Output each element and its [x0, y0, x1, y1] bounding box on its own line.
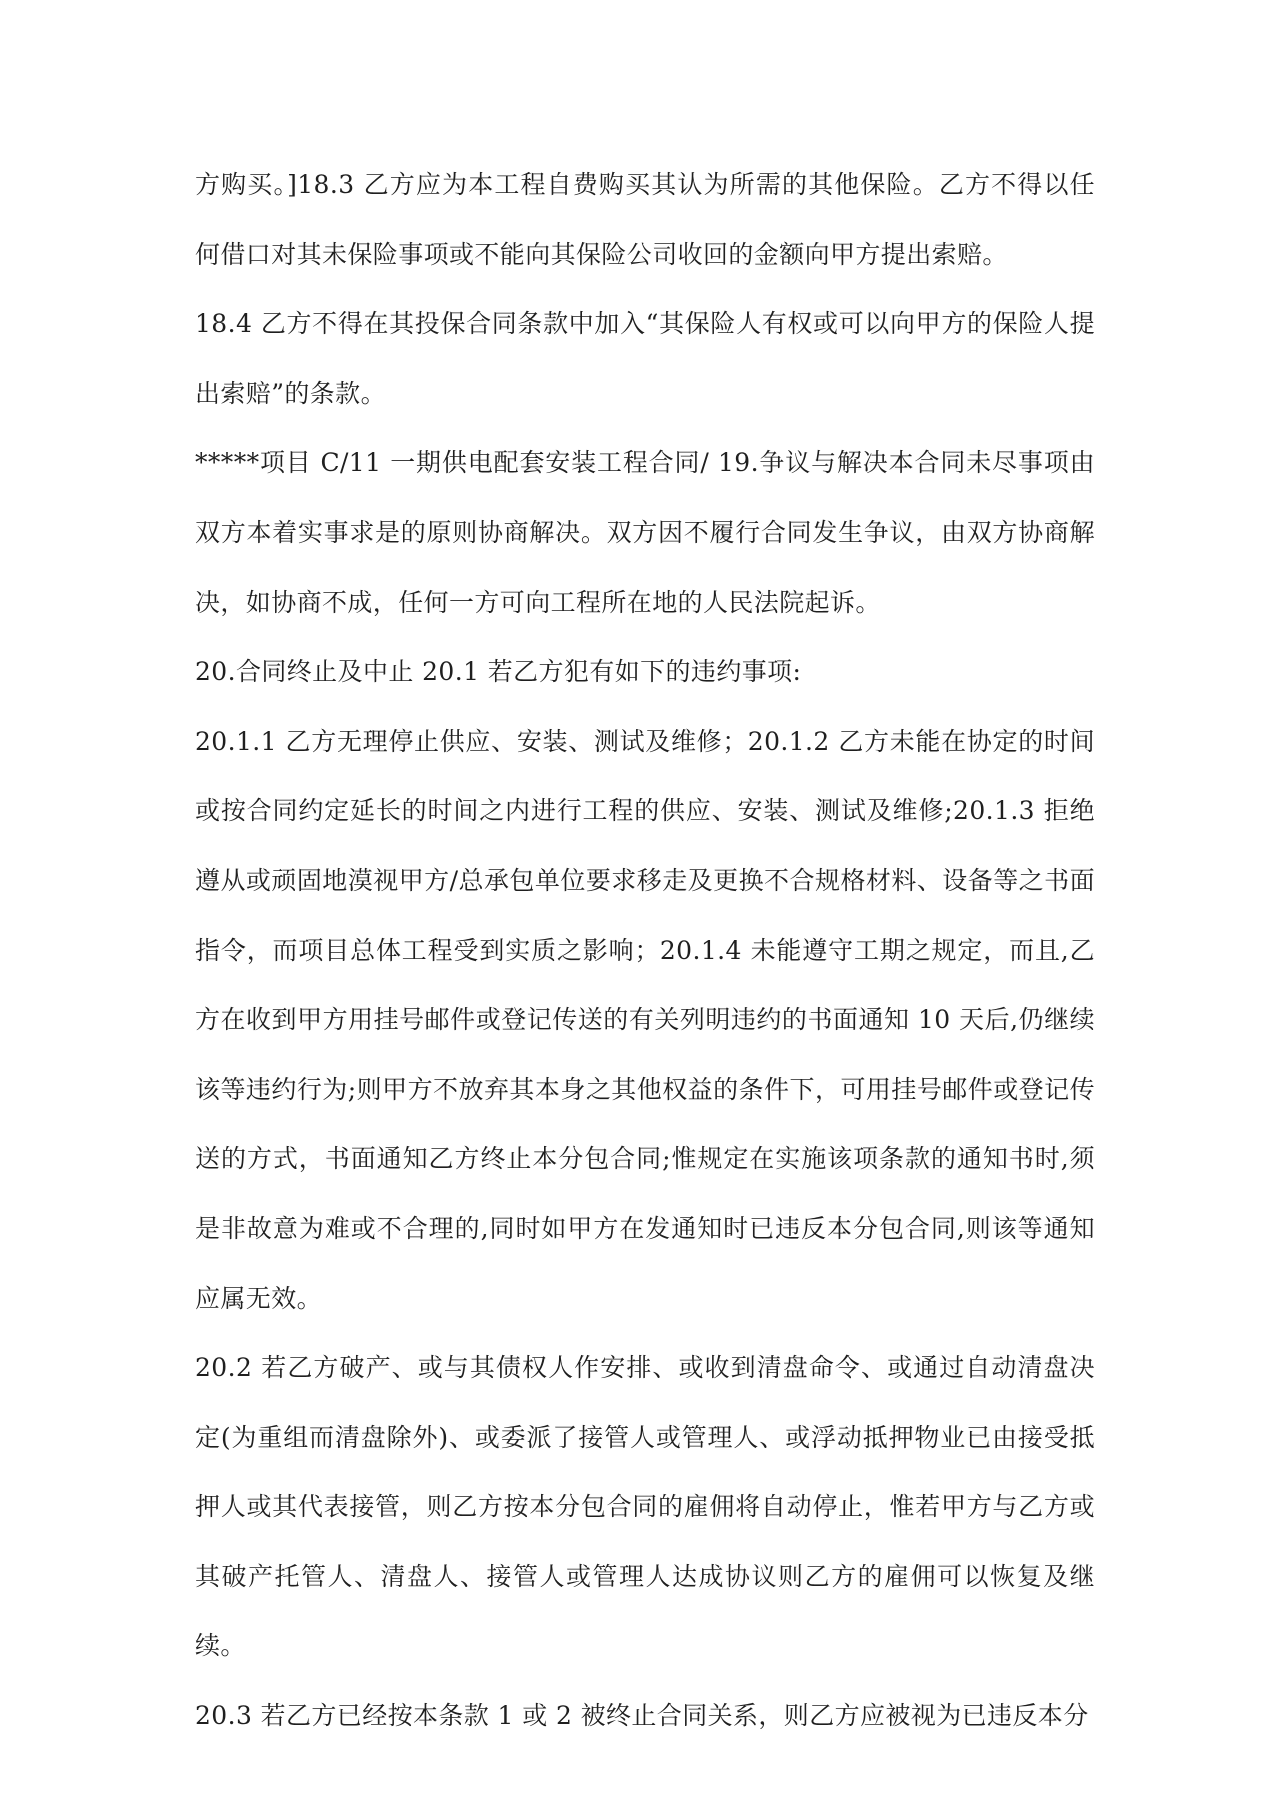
paragraph-20-3: 20.3 若乙方已经按本条款 1 或 2 被终止合同关系，则乙方应被视为已违反本分	[195, 1701, 1089, 1731]
paragraph-20-1-items: 20.1.1 乙方无理停止供应、安装、测试及维修；20.1.2 乙方未能在协定的时间或按合同约定延长的时间之内进行工程的供应、安装、测试及维修;20.1.3 拒绝遵从或顽固地漠视甲方/总承包单位要求移走及更换不合规格材料、设备等之书面指令，而项目总体工程受到实质之影响；20.1.4 未能遵守工期之规定，而且,乙方在收到甲方用挂号邮件或登记传送的有关列明违约的书面通知 10 天后,仍继续该等违约行为;则甲方不放弃其本身之其他权益的条件下，可用挂号邮件或登记传送的方式，书面通知乙方终止本分包合同;惟规定在实施该项条款的通知书时,须是非故意为难或不合理的,同时如甲方在发通知时已违反本分包合同,则该等通知应属无效。	[195, 726, 1095, 1313]
paragraph-18-3: 方购买。]18.3 乙方应为本工程自费购买其认为所需的其他保险。乙方不得以任何借口对其未保险事项或不能向其保险公司收回的金额向甲方提出索赔。	[195, 170, 1095, 269]
paragraph-18-4: 18.4 乙方不得在其投保合同条款中加入“其保险人有权或可以向甲方的保险人提出索赔”的条款。	[195, 309, 1095, 408]
document-body	[195, 150, 1095, 1751]
paragraph-20-1: 20.合同终止及中止 20.1 若乙方犯有如下的违约事项:	[195, 657, 802, 687]
paragraph-20-2: 20.2 若乙方破产、或与其债权人作安排、或收到清盘命令、或通过自动清盘决定(为重组而清盘除外)、或委派了接管人或管理人、或浮动抵押物业已由接受抵押人或其代表接管，则乙方按本分包合同的雇佣将自动停止，惟若甲方与乙方或其破产托管人、清盘人、接管人或管理人达成协议则乙方的雇佣可以恢复及继续。	[195, 1353, 1095, 1661]
paragraph-19: *****项目 C/11 一期供电配套安装工程合同/ 19.争议与解决本合同未尽事项由双方本着实事求是的原则协商解决。双方因不履行合同发生争议，由双方协商解决，如协商不成，任何一方可向工程所在地的人民法院起诉。	[195, 448, 1095, 617]
